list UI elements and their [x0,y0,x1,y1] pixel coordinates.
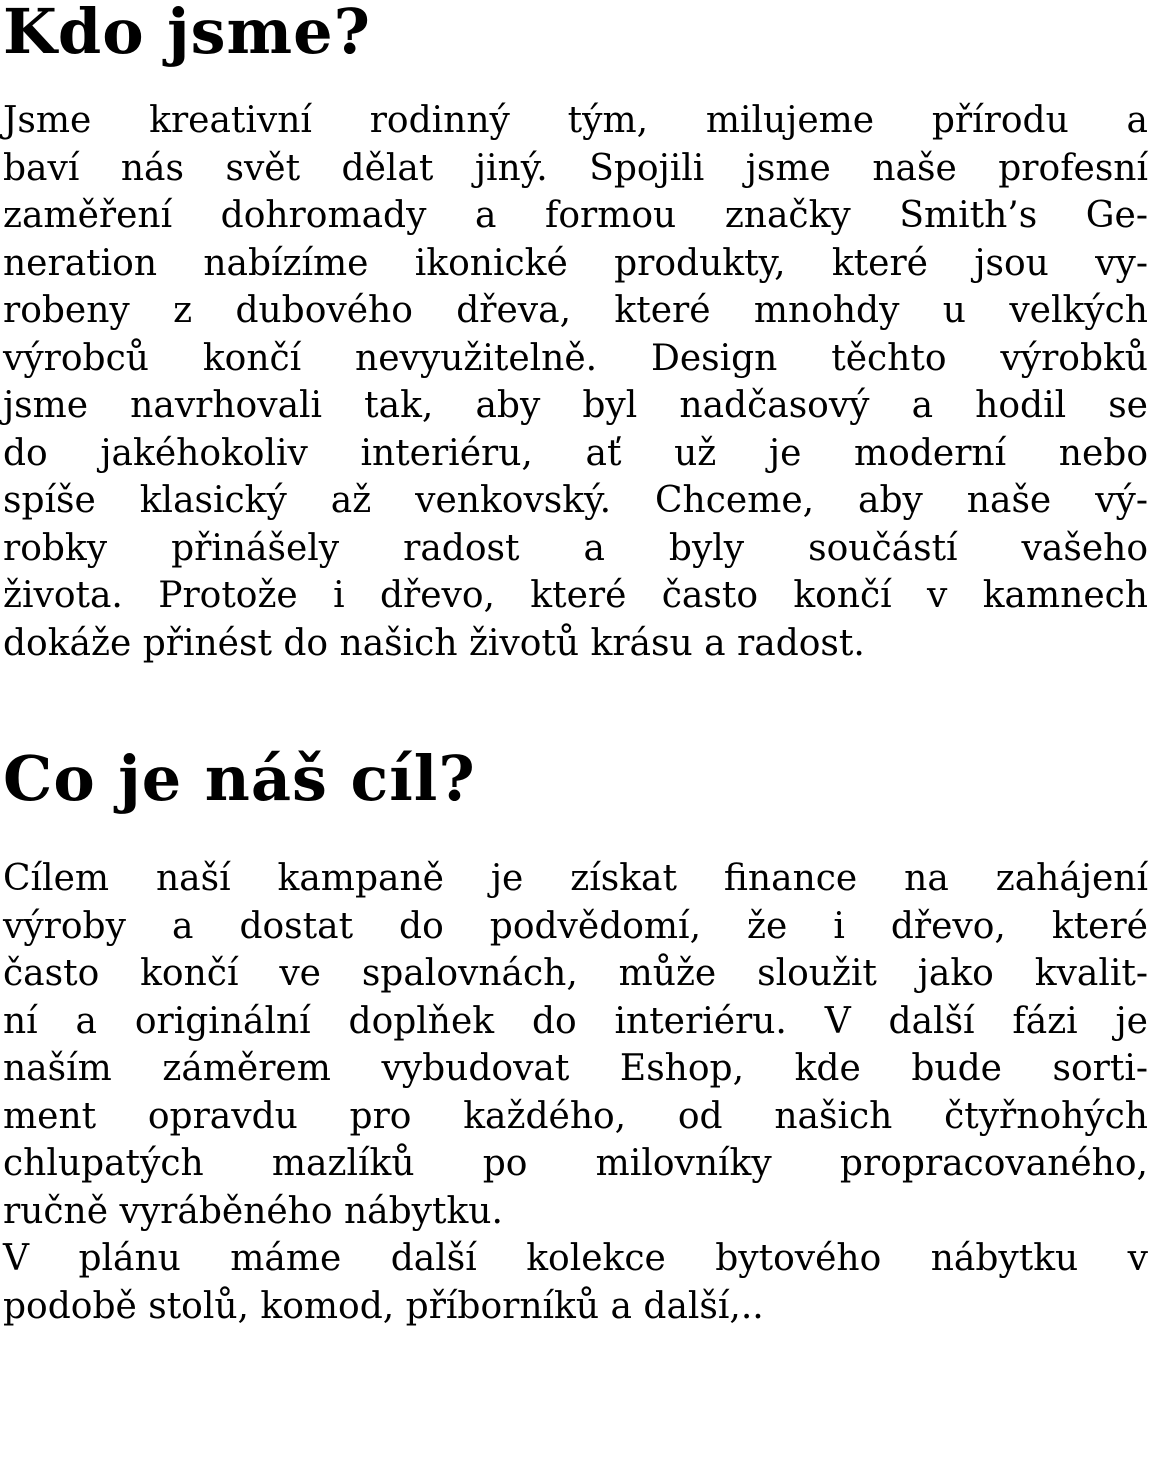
text-line: podobě stolů, komod, příborníků a další,.. [3,1285,764,1327]
text-line: spíše klasický až venkovský. Chceme, aby naše vý- [3,480,1148,521]
text-line: zaměření dohromady a formou značky Smith’s Ge- [3,195,1148,236]
text-line: dokáže přinést do našich životů krásu a radost. [3,622,865,664]
text-line: výroby a dostat do podvědomí, že i dřevo, které [3,905,1148,947]
text-line: do jakéhokoliv interiéru, ať už je moderní nebo [3,432,1148,474]
paragraph-our-goal [3,855,1148,1235]
text-line: ní a originální doplňek do interiéru. V další fázi je [3,1000,1148,1042]
text-line: robky přinášely radost a byly součástí vašeho [3,527,1148,569]
text-line: chlupatých mazlíků po milovníky propracovaného, [3,1143,1148,1184]
text-line: často končí ve spalovnách, může sloužit jako kvalit- [3,953,1148,994]
text-line: ručně vyráběného nábytku. [3,1190,503,1232]
section-heading-kdo-jsme: Kdo jsme? [3,0,371,68]
text-line: jsme navrhovali tak, aby byl nadčasový a hodil se [3,385,1148,426]
text-line: ment opravdu pro každého, od našich čtyřnohých [3,1095,1148,1137]
paragraph-who-we-are [3,97,1148,667]
section-our-goal [3,742,1148,1330]
text-line: života. Protože i dřevo, které často končí v kamnech [3,575,1148,616]
text-line: Jsme kreativní rodinný tým, milujeme přírodu a [3,100,1148,141]
text-line: naším záměrem vybudovat Eshop, kde bude sorti- [3,1048,1148,1089]
text-line: výrobců končí nevyužitelně. Design těchto výrobků [3,337,1148,379]
section-who-we-are [3,0,1148,667]
paragraph-future-plans [3,1235,1148,1330]
text-line: baví nás svět dělat jiný. Spojili jsme naše profesní [3,147,1148,189]
section-heading-co-je-nas-cil: Co je náš cíl? [3,742,476,815]
text-line: Cílem naší kampaně je získat finance na zahájení [3,858,1148,899]
text-line: neration nabízíme ikonické produkty, které jsou vy- [3,242,1148,284]
text-line: robeny z dubového dřeva, které mnohdy u velkých [3,290,1148,331]
text-line: V plánu máme další kolekce bytového nábytku v [3,1238,1148,1279]
